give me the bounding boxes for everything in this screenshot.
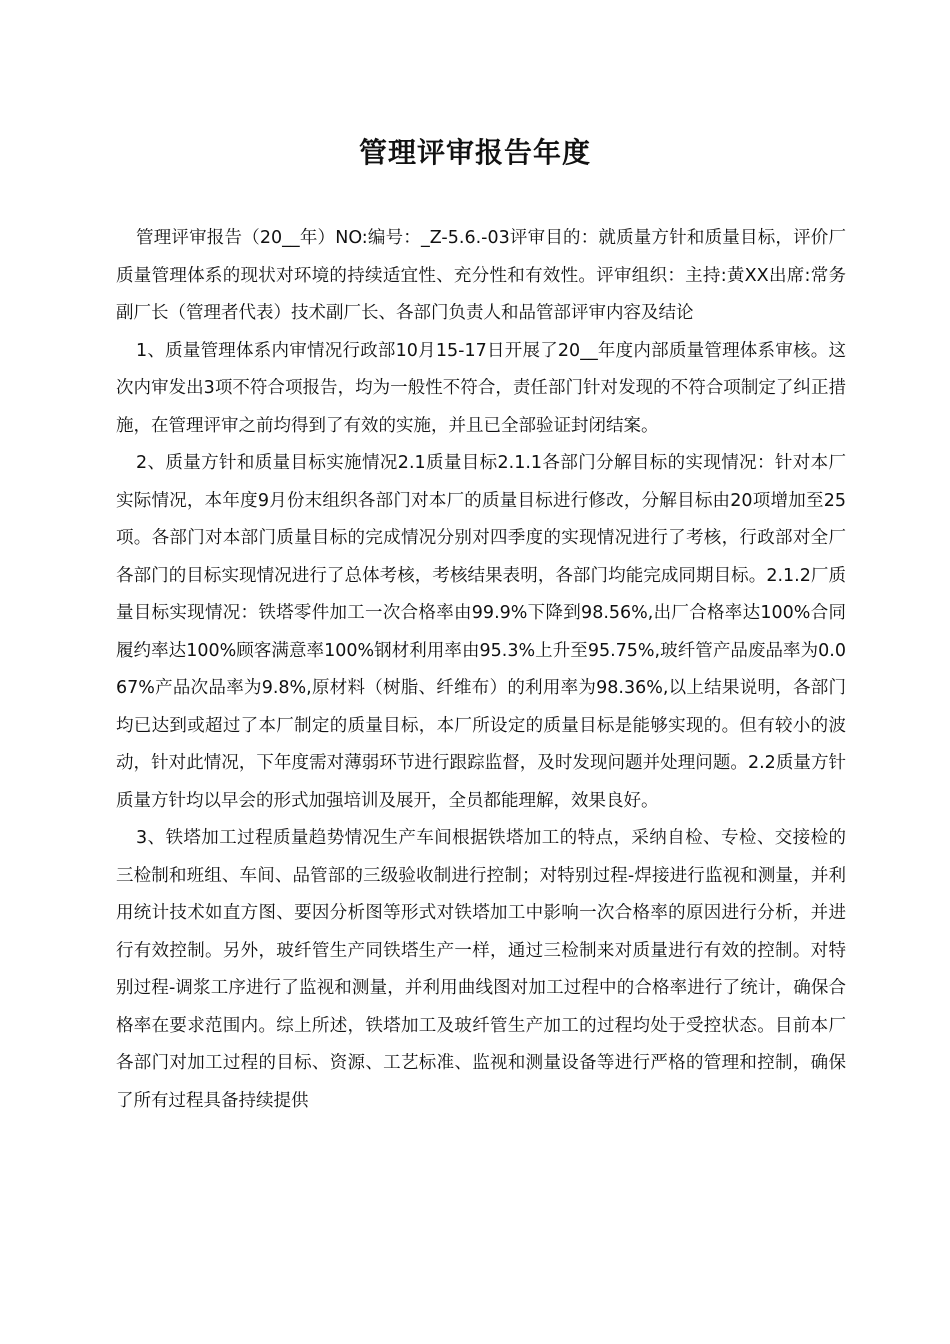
- paragraph-internal-audit: 1、质量管理体系内审情况行政部10月15-17日开展了20__年度内部质量管理体系审核。这次内审发出3项不符合项报告，均为一般性不符合，责任部门针对发现的不符合项制定了纠正措施，在管理评审之前均得到了有效的实施，并且已全部验证封闭结案。: [116, 340, 846, 436]
- paragraph-quality-objectives: 2、质量方针和质量目标实施情况2.1质量目标2.1.1各部门分解目标的实现情况：针对本厂实际情况，本年度9月份末组织各部门对本厂的质量目标进行修改，分解目标由20项增加至25项。各部门对本部门质量目标的完成情况分别对四季度的实现情况进行了考核，行政部对全厂各部门的目标实现情况进行了总体考核，考核结果表明，各部门均能完成同期目标。2.1.2厂质量目标实现情况：铁塔零件加工一次合格率由99.9%下降到98.56%,出厂合格率达100%合同履约率达100%顾客满意率100%钢材利用率由95.3%上升至95.75%,玻纤管产品废品率为0.067%产品次品率为9.8%,原材料（树脂、纤维布）的利用率为98.36%,以上结果说明，各部门均已达到或超过了本厂制定的质量目标，本厂所设定的质量目标是能够实现的。但有较小的波动，针对此情况，下年度需对薄弱环节进行跟踪监督，及时发现问题并处理问题。2.2质量方针质量方针均以早会的形式加强培训及展开，全员都能理解，效果良好。: [116, 453, 846, 811]
- paragraph-intro: 管理评审报告（20__年）NO:编号：_Z-5.6.-03评审目的：就质量方针和质量目标，评价厂质量管理体系的现状对环境的持续适宜性、充分性和有效性。评审组织：主持:黄XX出席:常务副厂长（管理者代表）技术副厂长、各部门负责人和品管部评审内容及结论: [116, 228, 846, 323]
- document-body: [116, 220, 846, 1120]
- document-title: 管理评审报告年度: [358, 136, 591, 169]
- paragraph-process-quality: 3、铁塔加工过程质量趋势情况生产车间根据铁塔加工的特点，采纳自检、专检、交接检的三检制和班组、车间、品管部的三级验收制进行控制；对特别过程-焊接进行监视和测量，并利用统计技术如直方图、要因分析图等形式对铁塔加工中影响一次合格率的原因进行分析，并进行有效控制。另外，玻纤管生产同铁塔生产一样，通过三检制来对质量进行有效的控制。对特别过程-调浆工序进行了监视和测量，并利用曲线图对加工过程中的合格率进行了统计，确保合格率在要求范围内。综上所述，铁塔加工及玻纤管生产加工的过程均处于受控状态。目前本厂各部门对加工过程的目标、资源、工艺标准、监视和测量设备等进行严格的管理和控制，确保了所有过程具备持续提供: [116, 828, 846, 1111]
